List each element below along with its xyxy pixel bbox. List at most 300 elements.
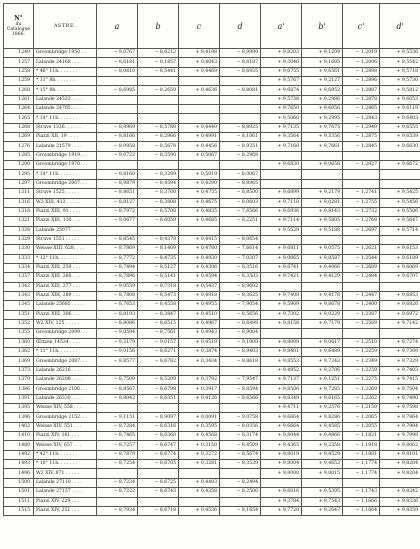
cell-d: − 9,1909 (220, 338, 261, 347)
cell-d-prime: + 9,5425 (380, 189, 420, 198)
cell-astre: Lalande 26216 . . . . (34, 366, 97, 375)
cell-c-prime: − 1,2621 (343, 245, 380, 254)
table-row (4, 319, 420, 328)
table-row (4, 376, 420, 385)
cell-a-prime: + 9,8203 (261, 49, 302, 58)
cell-number: 1285 (4, 151, 34, 160)
cell-d-prime: + 9,7504 (380, 385, 420, 394)
cell-b-prime: + 9,4529 (302, 450, 343, 459)
table-row (4, 273, 420, 282)
cell-c-prime (343, 235, 380, 244)
cell-astre: Groombridge 2087. . . (34, 357, 97, 366)
cell-c-prime: − 1,2150 (343, 404, 380, 413)
cell-a: − 9,0594 (97, 329, 138, 338)
cell-c-prime (343, 282, 380, 291)
cell-d: − 8,3503 (220, 273, 261, 282)
cell-c-prime: − 1,2269 (343, 385, 380, 394)
cell-d: − 7,0207 (220, 254, 261, 263)
cell-number: 1410 (4, 432, 34, 441)
cell-c-prime: − 1,1664 (343, 506, 380, 515)
table-row (4, 366, 420, 375)
header-number (4, 4, 34, 49)
cell-c-prime: − 1,2259 (343, 348, 380, 357)
table-row (4, 151, 420, 160)
cell-b-prime: + 9,2179 (302, 189, 343, 198)
cell-b: − 9,0157 (138, 338, 179, 347)
cell-number: 1396 (4, 413, 34, 422)
cell-number: 1360 (4, 338, 34, 347)
cell-b: − 8,6743 (138, 488, 179, 497)
cell-d-prime (380, 235, 420, 244)
cell-c: + 0,3281 (179, 460, 220, 469)
cell-c-prime: − 1,2865 (343, 105, 380, 114)
cell-number: 1402 (4, 422, 34, 431)
cell-b: − 8,5441 (138, 67, 179, 76)
cell-c: + 0,4510 (179, 310, 220, 319)
cell-c-prime: − 1,2006 (343, 58, 380, 67)
cell-astre: Piazzi XIV, 229 . . . (34, 497, 97, 506)
cell-b-prime: + 9,3356 (302, 133, 343, 142)
cell-d-prime: + 9,8359 (380, 506, 420, 515)
cell-a: − 9,0559 (97, 282, 138, 291)
cell-b: − 8,5473 (138, 291, 179, 300)
cell-d: − 8,9403 (220, 348, 261, 357)
cell-number: 1268 (4, 123, 34, 132)
cell-c (179, 404, 220, 413)
cell-c: + 0,3150 (179, 441, 220, 450)
cell-a-prime: + 9,6755 (261, 67, 302, 76)
cell-a (97, 404, 138, 413)
cell-number: 1352 (4, 319, 34, 328)
cell-b: − 8,5209 (138, 376, 179, 385)
table-row (4, 142, 420, 151)
cell-d: − 8,1061 (220, 133, 261, 142)
cell-d-prime: + 9,7329 (380, 357, 420, 366)
cell-b: − 8,6212 (138, 49, 179, 58)
cell-c: + 0,4306 (179, 263, 220, 272)
cell-astre: Struve 1525 . . . . . (34, 189, 97, 198)
cell-b-prime: + 9,2127 (302, 77, 343, 86)
table-row (4, 245, 420, 254)
cell-astre: Piazzi XIV, 161 . . . (34, 432, 97, 441)
cell-a: − 8,8166 (97, 133, 138, 142)
cell-d-prime: + 9,6053 (380, 95, 420, 104)
cell-number: 1333 (4, 254, 34, 263)
cell-d: − 8,9999 (220, 49, 261, 58)
cell-b-prime: + 9,2358 (302, 441, 343, 450)
cell-d (220, 404, 261, 413)
cell-b: − 8,7561 (138, 329, 179, 338)
cell-d: − 8,5656 (220, 310, 261, 319)
header-astre: ASTRE. (34, 4, 97, 49)
cell-c (179, 114, 220, 123)
cell-astre: Piazzi XIII, 91 . . . . (34, 207, 97, 216)
cell-c: + 0,4519 (179, 338, 220, 347)
cell-b-prime (302, 235, 343, 244)
table-row (4, 488, 420, 497)
cell-c (179, 226, 220, 235)
header-no-sub3: 1866. (12, 31, 25, 37)
cell-number: 1295 (4, 170, 34, 179)
cell-d-prime (380, 329, 420, 338)
table-row (4, 450, 420, 459)
cell-astre: Piazzi XIV, 251 . . . (34, 506, 97, 515)
cell-astre: Piazzi XIII, 289 . . . (34, 291, 97, 300)
cell-c-prime: − 1,2898 (343, 67, 380, 76)
cell-astre: * 10° 11h. . . . . . . (34, 460, 97, 469)
cell-a: − 8,8567 (97, 385, 138, 394)
cell-a-prime: + 9,8000 (261, 469, 302, 478)
cell-b: − 8,7318 (138, 282, 179, 291)
cell-c (179, 95, 220, 104)
table-row (4, 394, 420, 403)
cell-astre: Struve 1336. . . . . . (34, 123, 97, 132)
cell-a-prime (261, 151, 302, 160)
cell-a-prime: + 9,7137 (261, 376, 302, 385)
cell-a-prime: + 9,6741 (261, 263, 302, 272)
table-row (4, 404, 420, 413)
cell-b: − 8,4735 (138, 254, 179, 263)
cell-d: − 8,5674 (220, 450, 261, 459)
cell-c: + 0,4469 (179, 67, 220, 76)
cell-c-prime: − 1,2768 (343, 217, 380, 226)
cell-b: − 8,6705 (138, 460, 179, 469)
table-row (4, 207, 420, 216)
cell-d: − 9,0758 (220, 413, 261, 422)
cell-d (220, 497, 261, 506)
cell-d (220, 105, 261, 114)
cell-number: 1264 (4, 105, 34, 114)
cell-c-prime: − 1,2732 (343, 207, 380, 216)
cell-d-prime: + 9,6972 (380, 310, 420, 319)
cell-d-prime: + 9,6189 (380, 254, 420, 263)
cell-b: − 8,6747 (138, 441, 179, 450)
cell-b (138, 161, 179, 170)
cell-a-prime: + 9,8019 (261, 450, 302, 459)
cell-b (138, 497, 179, 506)
cell-astre: Lalande 26330 . . . . (34, 394, 97, 403)
cell-a (97, 497, 138, 506)
cell-a: − 8,7254 (97, 460, 138, 469)
cell-astre: Lalande 21579 . . . . (34, 142, 97, 151)
table-row (4, 114, 420, 123)
cell-c-prime: − 1,2940 (343, 123, 380, 132)
cell-b: − 8,5141 (138, 273, 179, 282)
cell-astre: Piazzi XIII, 259 . . . (34, 263, 97, 272)
cell-b: − 8,5678 (138, 142, 179, 151)
cell-d: − 8,6566 (220, 394, 261, 403)
cell-number: 1391 (4, 394, 34, 403)
cell-d (220, 366, 261, 375)
cell-b-prime: + 9,2986 (302, 95, 343, 104)
cell-d: − 8,8500 (220, 189, 261, 198)
cell-a-prime (261, 179, 302, 188)
cell-c: + 0,4675 (179, 198, 220, 207)
cell-astre: * 11° 11h. . . . . . . (34, 348, 97, 357)
cell-d: − 8,2251 (220, 217, 261, 226)
cell-b: − 8,3700 (138, 189, 179, 198)
cell-a-prime: + 9,7135 (261, 123, 302, 132)
cell-b-prime: + 9,8143 (302, 207, 343, 216)
cell-d-prime: + 9,6403 (380, 114, 420, 123)
cell-b-prime: + 9,7285 (302, 385, 343, 394)
cell-d (220, 114, 261, 123)
cell-b-prime: + 9,0281 (302, 198, 343, 207)
cell-c-prime (343, 478, 380, 487)
table-row (4, 67, 420, 76)
cell-a: − 8,7465 (97, 432, 138, 441)
cell-c-prime: − 1,2609 (343, 263, 380, 272)
cell-d: − 8,8965 (220, 179, 261, 188)
cell-c: + 0,3792 (179, 376, 220, 385)
cell-a-prime (261, 329, 302, 338)
cell-b-prime (302, 478, 343, 487)
cell-b-prime (302, 179, 343, 188)
table-row (4, 291, 420, 300)
cell-d-prime: + 9,6119 (380, 105, 420, 114)
cell-astre: * 14° 11h. . . . . . . (34, 114, 97, 123)
cell-d (220, 161, 261, 170)
cell-astre: Lalande 27157 . . . . (34, 488, 97, 497)
cell-astre: Groombridge 1919. . . (34, 151, 97, 160)
cell-a: − 8,8193 (97, 310, 138, 319)
cell-number: 1500 (4, 478, 34, 487)
cell-d: − 8,0603 (220, 198, 261, 207)
cell-b-prime: + 9,6489 (302, 348, 343, 357)
cell-b-prime: + 9,5188 (302, 226, 343, 235)
cell-c-prime: − 1,2262 (343, 394, 380, 403)
cell-d-prime: + 9,5456 (380, 198, 420, 207)
cell-a-prime: + 9,8349 (261, 394, 302, 403)
cell-d-prime: + 9,7598 (380, 404, 420, 413)
cell-a-prime: + 9,5060 (261, 114, 302, 123)
cell-b: − 8,5708 (138, 207, 179, 216)
cell-c: + 0,4955 (179, 301, 220, 310)
cell-a: − 8,7808 (97, 291, 138, 300)
cell-c: + 0,4835 (179, 207, 220, 216)
cell-b: − 8,4378 (138, 235, 179, 244)
cell-a-prime: + 9,5767 (261, 77, 302, 86)
cell-d-prime: + 9,6672 (380, 161, 420, 170)
cell-c-prime: − 1,1743 (343, 488, 380, 497)
cell-astre: Weisse XIV, 551 . . . (34, 422, 97, 431)
cell-d: − 8,2494 (220, 478, 261, 487)
table-row (4, 441, 420, 450)
table-row (4, 282, 420, 291)
cell-astre: Piazzi XIII, 130 . . . (34, 217, 97, 226)
cell-c: + 0,3434 (179, 357, 220, 366)
cell-number: 1395 (4, 404, 34, 413)
cell-c-prime: − 1,1774 (343, 460, 380, 469)
cell-c: + 0,4043 (179, 58, 220, 67)
cell-c-prime: − 1,2349 (343, 357, 380, 366)
cell-a-prime: + 9,6664 (261, 413, 302, 422)
cell-a-prime: + 9,8553 (261, 357, 302, 366)
cell-d: − 8,8594 (220, 385, 261, 394)
cell-b-prime: + 9,1251 (302, 376, 343, 385)
cell-d-prime: + 9,7142 (380, 319, 420, 328)
cell-c: + 0,4636 (179, 86, 220, 95)
cell-a (97, 366, 138, 375)
table-row (4, 189, 420, 198)
table-row (4, 105, 420, 114)
table-row (4, 357, 420, 366)
cell-number: 1492 (4, 450, 34, 459)
cell-astre: Lalande 25077 . . . . (34, 226, 97, 235)
cell-a-prime: + 9,6899 (261, 189, 302, 198)
cell-c: + 0,5437 (179, 282, 220, 291)
table-row (4, 469, 420, 478)
cell-number: 1351 (4, 310, 34, 319)
cell-b (138, 469, 179, 478)
cell-d-prime: + 9,6539 (380, 133, 420, 142)
cell-number: 1316 (4, 198, 34, 207)
cell-astre: W2 XIV, 871 . . . . . (34, 469, 97, 478)
cell-a: − 8,8651 (97, 189, 138, 198)
header-no-sub2: Catalogue (6, 26, 31, 32)
cell-b-prime: + 9,7242 (302, 357, 343, 366)
cell-b-prime: + 9,4866 (302, 432, 343, 441)
cell-c-prime: − 1,2878 (343, 95, 380, 104)
cell-astre: * 15° 8h. . . . . . . (34, 86, 97, 95)
cell-astre: W2 XIV, 125 . . . . . (34, 319, 97, 328)
cell-number: 1362 (4, 348, 34, 357)
cell-c (179, 161, 220, 170)
cell-a-prime (261, 235, 302, 244)
cell-b-prime: + 9,7179 (302, 319, 343, 328)
cell-d-prime: + 9,6069 (380, 263, 420, 272)
cell-a-prime: + 9,3784 (261, 497, 302, 506)
cell-a: − 8,7869 (97, 245, 138, 254)
cell-d: − 8,1654 (220, 506, 261, 515)
cell-a (97, 77, 138, 86)
header-col-d: d (220, 4, 261, 49)
cell-c: + 0,0091 (179, 413, 220, 422)
cell-b-prime: + 9,6561 (302, 67, 343, 76)
cell-astre: Piazzi XIII, 306 . . . (34, 310, 97, 319)
cell-b-prime: + 9,2995 (302, 114, 343, 123)
cell-d (220, 77, 261, 86)
cell-d: − 8,9602 (220, 282, 261, 291)
cell-d-prime: + 9,5718 (380, 67, 420, 76)
cell-number: 1330 (4, 245, 34, 254)
cell-b (138, 366, 179, 375)
cell-a-prime: + 9,8009 (261, 338, 302, 347)
cell-a-prime: + 9,7114 (261, 217, 302, 226)
cell-number: 1355 (4, 329, 34, 338)
cell-b (138, 105, 179, 114)
cell-a: − 9,0722 (97, 151, 138, 160)
cell-a: − 8,8042 (97, 394, 138, 403)
cell-a: − 8,0610 (97, 67, 138, 76)
table-row (4, 310, 420, 319)
cell-c: + 0,3917 (179, 385, 220, 394)
cell-d-prime (380, 179, 420, 188)
cell-a: − 8,7284 (97, 422, 138, 431)
cell-b: − 8,6351 (138, 394, 179, 403)
cell-a (97, 226, 138, 235)
cell-c-prime: − 1,2845 (343, 142, 380, 151)
cell-a-prime: + 9,6664 (261, 422, 302, 431)
star-catalogue-table (3, 3, 420, 516)
table-row (4, 413, 420, 422)
cell-d: − 8,3625 (220, 291, 261, 300)
cell-c: + 0,4568 (179, 432, 220, 441)
cell-c: + 0,4594 (179, 273, 220, 282)
cell-a-prime: + 9,5529 (261, 226, 302, 235)
cell-c: + 0,3272 (179, 450, 220, 459)
cell-b: − 8,6798 (138, 385, 179, 394)
cell-b: − 8,9097 (138, 413, 179, 422)
cell-c: + 0,4358 (179, 488, 220, 497)
cell-c: + 0,3874 (179, 348, 220, 357)
table-row (4, 58, 420, 67)
header-row (4, 4, 420, 49)
cell-b-prime: + 9,0229 (302, 310, 343, 319)
cell-a: − 9,1151 (97, 413, 138, 422)
cell-c-prime: − 1,2843 (343, 114, 380, 123)
cell-a-prime: + 9,6830 (261, 161, 302, 170)
cell-d-prime: + 9,8242 (380, 488, 420, 497)
cell-b-prime: + 9,4585 (302, 422, 343, 431)
cell-c: + 9,4198 (179, 49, 220, 58)
cell-b: − 8,6515 (138, 319, 179, 328)
cell-b-prime: + 9,8678 (302, 301, 343, 310)
cell-c: + 0,4943 (179, 329, 220, 338)
cell-d-prime: + 9,5812 (380, 86, 420, 95)
cell-a-prime: + 9,4952 (261, 366, 302, 375)
cell-c-prime: − 1,2827 (343, 161, 380, 170)
cell-a: − 9,0677 (97, 217, 138, 226)
cell-astre: Lalande 24522 . . . . (34, 95, 97, 104)
cell-d-prime: + 9,7864 (380, 413, 420, 422)
cell-number: 1496 (4, 469, 34, 478)
cell-b (138, 95, 179, 104)
cell-b-prime: + 9,0575 (302, 245, 343, 254)
cell-d: − 8,9004 (220, 329, 261, 338)
table-row (4, 86, 420, 95)
cell-d-prime: + 9,8062 (380, 441, 420, 450)
header-col-d-prime: d' (380, 4, 420, 49)
cell-d (220, 226, 261, 235)
cell-a-prime (261, 478, 302, 487)
cell-astre: Lalande 24705 . . . . (34, 105, 97, 114)
cell-a-prime: + 9,8158 (261, 319, 302, 328)
cell-c-prime: − 1,2875 (343, 133, 380, 142)
cell-b-prime: + 9,2647 (302, 506, 343, 515)
cell-b: − 8,2659 (138, 86, 179, 95)
cell-c-prime: − 1,2741 (343, 189, 380, 198)
table-row (4, 49, 420, 58)
cell-d-prime: + 9,6555 (380, 123, 420, 132)
cell-a: − 8,9879 (97, 179, 138, 188)
cell-b-prime: + 9,4066 (302, 263, 343, 272)
cell-c-prime: − 1,1821 (343, 432, 380, 441)
cell-astre: * 46° 11h. . . . . . . (34, 67, 97, 76)
cell-a (97, 105, 138, 114)
cell-c: + 0,4930 (179, 254, 220, 263)
cell-b: − 8,3289 (138, 170, 179, 179)
cell-c (179, 105, 220, 114)
cell-b-prime: + 9,5395 (302, 488, 343, 497)
cell-d-prime: + 9,7274 (380, 338, 420, 347)
cell-d: − 8,8081 (220, 86, 261, 95)
cell-d-prime: + 9,8101 (380, 450, 420, 459)
cell-b-prime: + 9,0015 (302, 469, 343, 478)
table-row (4, 161, 420, 170)
cell-a-prime (261, 282, 302, 291)
cell-astre: Groombridge 2106. . . (34, 385, 97, 394)
